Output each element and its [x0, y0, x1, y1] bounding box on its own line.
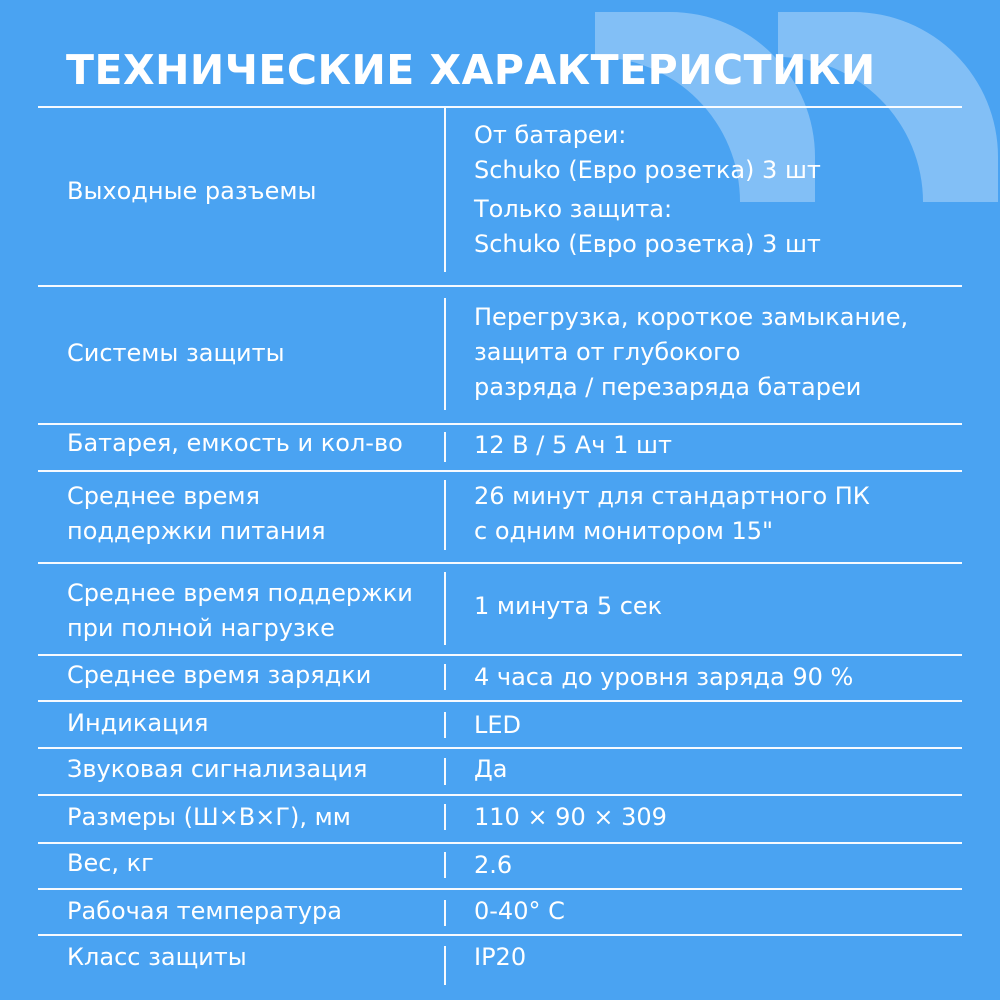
spec-value — [474, 428, 672, 463]
spec-value — [474, 848, 512, 883]
spec-label-line: Звуковая сигнализация — [67, 755, 368, 783]
spec-label — [67, 706, 208, 741]
spec-label-line: Системы защиты — [67, 339, 285, 367]
spec-value — [474, 118, 821, 262]
spec-value-line: 26 минут для стандартного ПК — [474, 482, 870, 510]
row-divider — [38, 654, 962, 656]
column-divider — [444, 432, 446, 462]
spec-label-line: Индикация — [67, 709, 209, 737]
spec-label-line: Батарея, емкость и кол-во — [67, 429, 403, 457]
row-divider — [38, 423, 962, 425]
spec-value-line: 110 × 90 × 309 — [474, 803, 667, 831]
spec-value — [474, 752, 507, 787]
row-divider — [38, 794, 962, 796]
column-divider — [444, 852, 446, 878]
spec-label — [67, 752, 367, 787]
spec-value-line: Да — [474, 755, 508, 783]
spec-label — [67, 576, 413, 646]
spec-value-line: защита от глубокого — [474, 338, 741, 366]
column-divider — [444, 900, 446, 926]
spec-label-line: Среднее время — [67, 482, 260, 510]
spec-label — [67, 940, 247, 975]
spec-value — [474, 479, 870, 549]
column-divider — [444, 108, 446, 272]
spec-value-line: Schuko (Евро розетка) 3 шт — [474, 156, 821, 184]
spec-label-line: при полной нагрузке — [67, 614, 335, 642]
spec-label — [67, 174, 316, 209]
spec-value — [474, 940, 526, 975]
row-divider — [38, 285, 962, 287]
spec-label-line: Класс защиты — [67, 943, 247, 971]
spec-label-line: Среднее время зарядки — [67, 661, 372, 689]
spec-value-line: Только защита: — [474, 195, 673, 223]
spec-label-line: Рабочая температура — [67, 897, 342, 925]
spec-label — [67, 479, 326, 549]
spec-value-line: LED — [474, 711, 522, 739]
row-divider — [38, 888, 962, 890]
spec-value-line: 2.6 — [474, 851, 513, 879]
row-divider — [38, 470, 962, 472]
spec-value-line: 1 минута 5 сек — [474, 592, 663, 620]
column-divider — [444, 804, 446, 830]
spec-value-line: Перегрузка, короткое замыкание, — [474, 303, 909, 331]
spec-value-line: разряда / перезаряда батареи — [474, 373, 862, 401]
column-divider — [444, 572, 446, 645]
spec-label — [67, 846, 154, 881]
row-divider — [38, 700, 962, 702]
spec-value-line: 4 часа до уровня заряда 90 % — [474, 663, 854, 691]
row-divider — [38, 934, 962, 936]
spec-label-line: Размеры (Ш×В×Г), мм — [67, 803, 351, 831]
spec-value — [474, 708, 521, 743]
spec-value — [474, 589, 662, 624]
spec-value-line: IP20 — [474, 943, 527, 971]
row-divider — [38, 562, 962, 564]
column-divider — [444, 298, 446, 410]
spec-label — [67, 800, 351, 835]
spec-value-line: с одним монитором 15" — [474, 517, 774, 545]
spec-value — [474, 660, 853, 695]
column-divider — [444, 758, 446, 785]
spec-value — [474, 300, 908, 405]
spec-value — [474, 800, 667, 835]
spec-value-line: 0-40° C — [474, 897, 565, 925]
spec-value-line: 12 В / 5 Ач 1 шт — [474, 431, 672, 459]
row-divider — [38, 747, 962, 749]
spec-label-line: Выходные разъемы — [67, 177, 317, 205]
spec-value-line: От батареи: — [474, 121, 627, 149]
column-divider — [444, 712, 446, 738]
column-divider — [444, 664, 446, 690]
spec-value — [474, 894, 565, 929]
spec-label — [67, 426, 403, 461]
column-divider — [444, 480, 446, 550]
spec-label-line: Среднее время поддержки — [67, 579, 413, 607]
row-divider — [38, 106, 962, 108]
column-divider — [444, 946, 446, 985]
row-divider — [38, 842, 962, 844]
spec-value-line: Schuko (Евро розетка) 3 шт — [474, 230, 821, 258]
spec-label-line: Вес, кг — [67, 849, 154, 877]
page-title: ТЕХНИЧЕСКИЕ ХАРАКТЕРИСТИКИ — [66, 46, 876, 94]
spec-label-line: поддержки питания — [67, 517, 326, 545]
spec-label — [67, 658, 371, 693]
spec-label — [67, 336, 285, 371]
spec-label — [67, 894, 342, 929]
